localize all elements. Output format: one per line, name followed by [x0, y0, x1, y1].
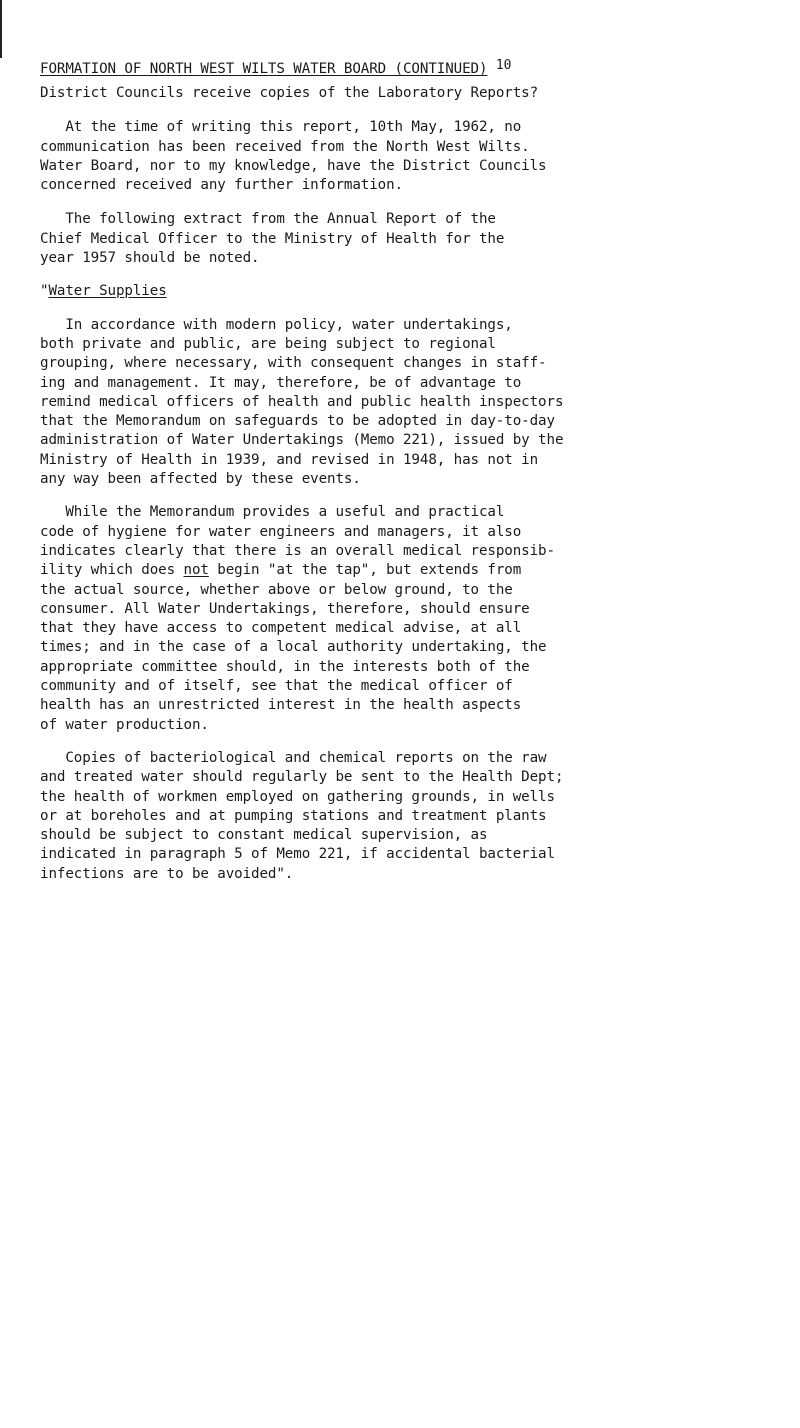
left-margin-rule: [0, 0, 2, 58]
text-line: appropriate committee should, in the interests both of the: [40, 658, 530, 675]
text-line: indicated in paragraph 5 of Memo 221, if accidental bacterial: [40, 846, 555, 863]
text-line: consumer. All Water Undertakings, therefore, should ensure: [40, 600, 530, 617]
text-line: Copies of bacteriological and chemical reports on the raw: [40, 749, 547, 766]
text-line: health has an unrestricted interest in the health aspects: [40, 697, 522, 714]
text-line: communication has been received from the North West Wilts.: [40, 138, 530, 155]
text-line: that they have access to competent medical advise, at all: [40, 620, 522, 637]
subheading-water-supplies: Water Supplies: [48, 283, 167, 300]
paragraph-extract-intro: [40, 210, 792, 268]
paragraph-memorandum: [40, 503, 792, 735]
text-line: year 1957 should be noted.: [40, 250, 260, 267]
text-line: infections are to be avoided".: [40, 865, 294, 882]
text-line: code of hygiene for water engineers and managers, it also: [40, 523, 522, 540]
text-line: community and of itself, see that the medical officer of: [40, 678, 513, 695]
document-page: [40, 60, 792, 884]
text-line: should be subject to constant medical supervision, as: [40, 827, 488, 844]
text-line: remind medical officers of health and public health inspectors: [40, 393, 564, 410]
text-line: grouping, where necessary, with consequent changes in staff-: [40, 355, 547, 372]
text-line: concerned received any further information.: [40, 177, 403, 194]
text-line: Chief Medical Officer to the Ministry of Health for the: [40, 230, 505, 247]
text-line: indicates clearly that there is an overall medical responsib-: [40, 542, 555, 559]
text-line: Water Board, nor to my knowledge, have the District Councils: [40, 157, 547, 174]
text-fragment: ility which does: [40, 562, 184, 579]
text-line: ing and management. It may, therefore, be of advantage to: [40, 374, 522, 391]
page-number: 10: [495, 58, 512, 73]
quoted-subheading: [40, 282, 792, 301]
paragraph-no-communication: [40, 118, 792, 195]
text-line: both private and public, are being subject to regional: [40, 335, 496, 352]
text-line: The following extract from the Annual Report of the: [40, 211, 496, 228]
text-line: times; and in the case of a local authority undertaking, the: [40, 639, 547, 656]
text-fragment: begin "at the tap", but extends from: [208, 562, 522, 579]
text-line: any way been affected by these events.: [40, 471, 361, 488]
emphasis-not: not: [183, 562, 209, 579]
paragraph-reports-supervision: [40, 749, 792, 884]
text-line: While the Memorandum provides a useful and practical: [40, 504, 505, 521]
text-line: In accordance with modern policy, water undertakings,: [40, 316, 513, 333]
question-line: [40, 84, 792, 103]
open-quote: ": [40, 283, 49, 300]
text-line: or at boreholes and at pumping stations and treatment plants: [40, 807, 547, 824]
text-line: At the time of writing this report, 10th May, 1962, no: [40, 119, 522, 136]
question-text: District Councils receive copies of the Laboratory Reports?: [40, 85, 539, 101]
text-line: and treated water should regularly be sent to the Health Dept;: [40, 769, 564, 786]
text-line: that the Memorandum on safeguards to be adopted in day-to-day: [40, 413, 555, 430]
page-heading: [40, 60, 792, 79]
text-line: of water production.: [40, 716, 209, 733]
text-line: the health of workmen employed on gathering grounds, in wells: [40, 788, 555, 805]
text-line: administration of Water Undertakings (Memo 221), issued by the: [40, 432, 564, 449]
section-title: FORMATION OF NORTH WEST WILTS WATER BOARD (CONTINUED): [40, 61, 488, 77]
text-line: [40, 561, 792, 580]
text-line: the actual source, whether above or below ground, to the: [40, 581, 513, 598]
text-line: Ministry of Health in 1939, and revised in 1948, has not in: [40, 451, 539, 468]
paragraph-regional-grouping: [40, 316, 792, 490]
